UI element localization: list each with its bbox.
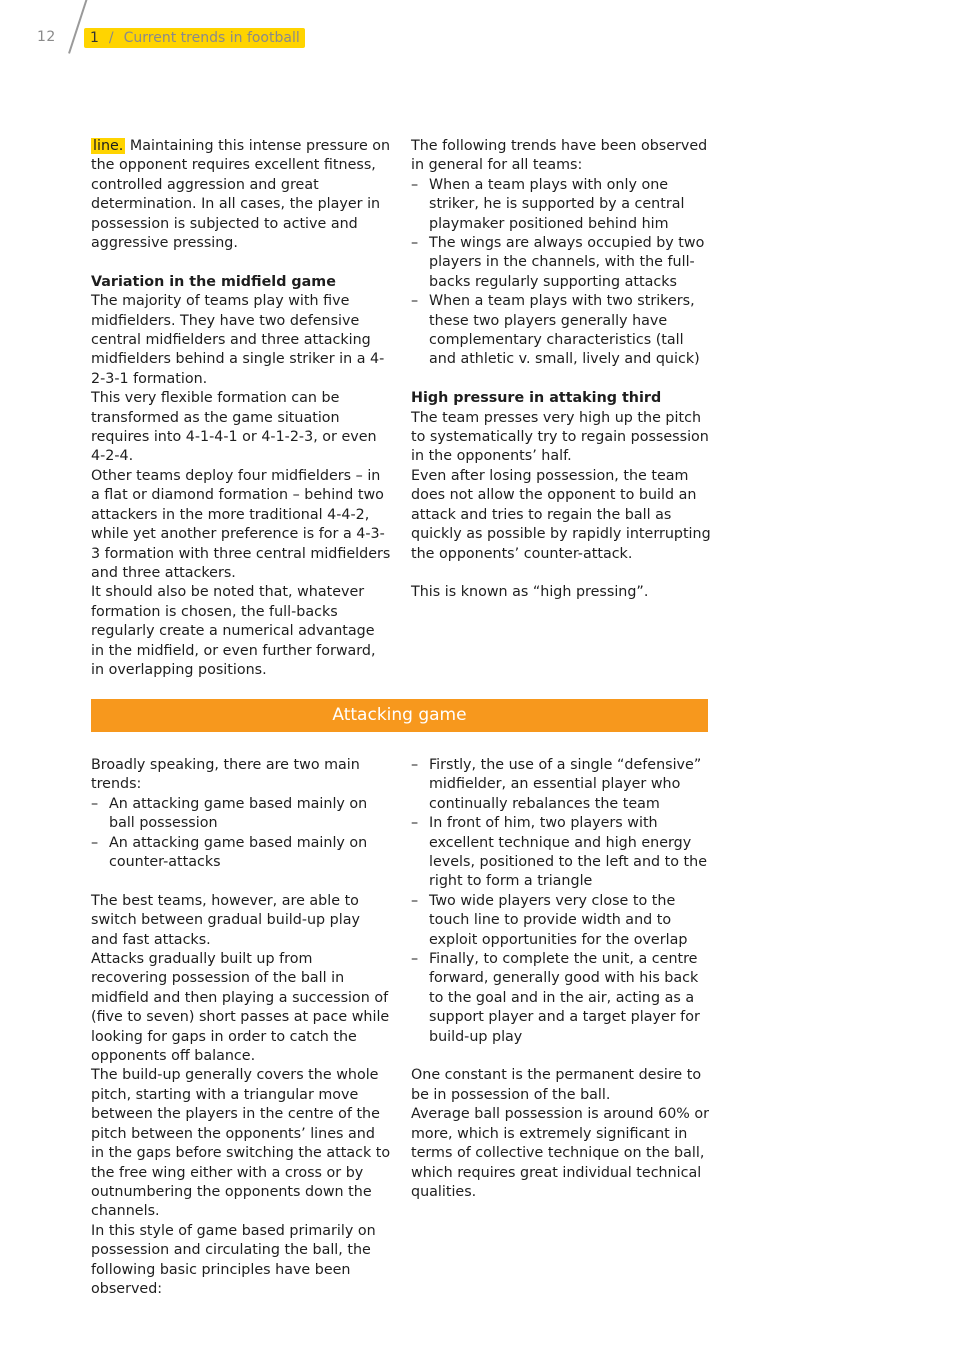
heading-midfield-variation: Variation in the midfield game	[91, 273, 336, 290]
chapter-label	[84, 28, 305, 48]
list-item: – When a team plays with only one striker, he is supported by a central playmaker positioned behind him	[411, 176, 711, 234]
list-item: – Two wide players very close to the touch line to provide width and to exploit opportunities for the overlap	[411, 892, 711, 950]
heading-high-pressure: High pressure in attaking third	[411, 390, 662, 407]
trends-list	[411, 176, 711, 370]
list-item: – An attacking game based mainly on counter-attacks	[91, 834, 391, 873]
paragraph-gradual-attacks: Attacks gradually built up from recovering possession of the ball in midfield and then playing a succession of (five to seven) short passes at pace while looking for gaps in order to catch the opponents off balance.	[91, 951, 390, 1065]
list-item: – The wings are always occupied by two players in the channels, with the full-backs regularly supporting attacks	[411, 234, 711, 292]
column-midfield	[91, 137, 391, 680]
paragraph-build-up: The build-up generally covers the whole pitch, starting with a triangular move between the players in the centre of the pitch between the opponents’ lines and in the gaps before switching the attack to the free wing either with a cross or by outnumbering the opponents down the channels.	[91, 1067, 391, 1220]
list-item: – Firstly, the use of a single “defensive” midfielder, an essential player who continually rebalances the team	[411, 756, 711, 814]
paragraph-five-midfielders: The majority of teams play with five midfielders. They have two defensive central midfielders and three attacking midfielders behind a single striker in a 4-2-3-1 formation.	[91, 293, 385, 387]
highlighted-word: line.	[93, 138, 124, 154]
paragraph-best-teams: The best teams, however, are able to switch between gradual build-up play and fast attacks.	[91, 892, 360, 948]
paragraph-four-midfielders: Other teams deploy four midfielders – in a flat or diamond formation – behind two attackers in the more traditional 4-4-2, while yet another preference is for a 4-3-3 formation with three central midfielders and three attackers.	[91, 467, 391, 581]
attacking-trends-list	[91, 795, 391, 873]
paragraph-basic-principles: In this style of game based primarily on possession and circulating the ball, the following basic principles have been observed:	[91, 1222, 376, 1297]
paragraph-pressure	[91, 137, 391, 253]
chapter-title: Current trends in football	[123, 30, 300, 46]
list-item: – When a team plays with two strikers, these two players generally have complementary characteristics (tall and athletic v. small, lively and quick)	[411, 292, 711, 370]
list-item: – An attacking game based mainly on ball possession	[91, 795, 391, 834]
paragraph-pressure-text: Maintaining this intense pressure on the opponent requires excellent fitness, controlled aggression and great determination. In all cases, the player in possession is subjected to active and aggressive pressing.	[91, 138, 391, 252]
page-number: 12	[37, 29, 56, 45]
chapter-separator: /	[108, 30, 114, 46]
list-item: – In front of him, two players with excellent technique and high energy levels, positioned to the left and to the right to form a triangle	[411, 814, 711, 892]
paragraph-high-pressing: This is known as “high pressing”.	[411, 584, 649, 601]
paragraph-attacking-intro: Broadly speaking, there are two main trends:	[91, 757, 360, 793]
paragraph-average-possession: Average ball possession is around 60% or more, which is extremely significant in terms of collective technique on the ball, which requires great individual technical qualities.	[411, 1106, 710, 1200]
column-principles	[411, 756, 711, 1202]
page-header	[0, 0, 959, 60]
paragraph-possession-desire: One constant is the permanent desire to be in possession of the ball.	[411, 1067, 702, 1103]
paragraph-trends-intro: The following trends have been observed in general for all teams:	[411, 138, 708, 174]
list-item: – Finally, to complete the unit, a centre forward, generally good with his back to the goal and in the air, acting as a support player and a target player for build-up play	[411, 950, 711, 1047]
paragraph-losing-possession: Even after losing possession, the team does not allow the opponent to build an attack and tries to regain the ball as quickly as possible by rapidly interrupting the opponents’ counter-attack.	[411, 467, 711, 562]
paragraph-press-high: The team presses very high up the pitch to systematically try to regain possession in the opponents’ half.	[411, 409, 709, 465]
column-attacking-trends	[91, 756, 391, 1299]
paragraph-flexible-formation: This very flexible formation can be transformed as the game situation requires into 4-1-4-1 or 4-1-2-3, or even 4-2-4.	[91, 390, 377, 465]
principles-list	[411, 756, 711, 1047]
paragraph-full-backs: It should also be noted that, whatever formation is chosen, the full-backs regularly create a numerical advantage in the midfield, or even further forward, in overlapping positions.	[91, 584, 376, 678]
chapter-number: 1	[90, 30, 99, 46]
section-title-attacking-game: Attacking game	[91, 699, 708, 732]
column-trends	[411, 137, 711, 603]
